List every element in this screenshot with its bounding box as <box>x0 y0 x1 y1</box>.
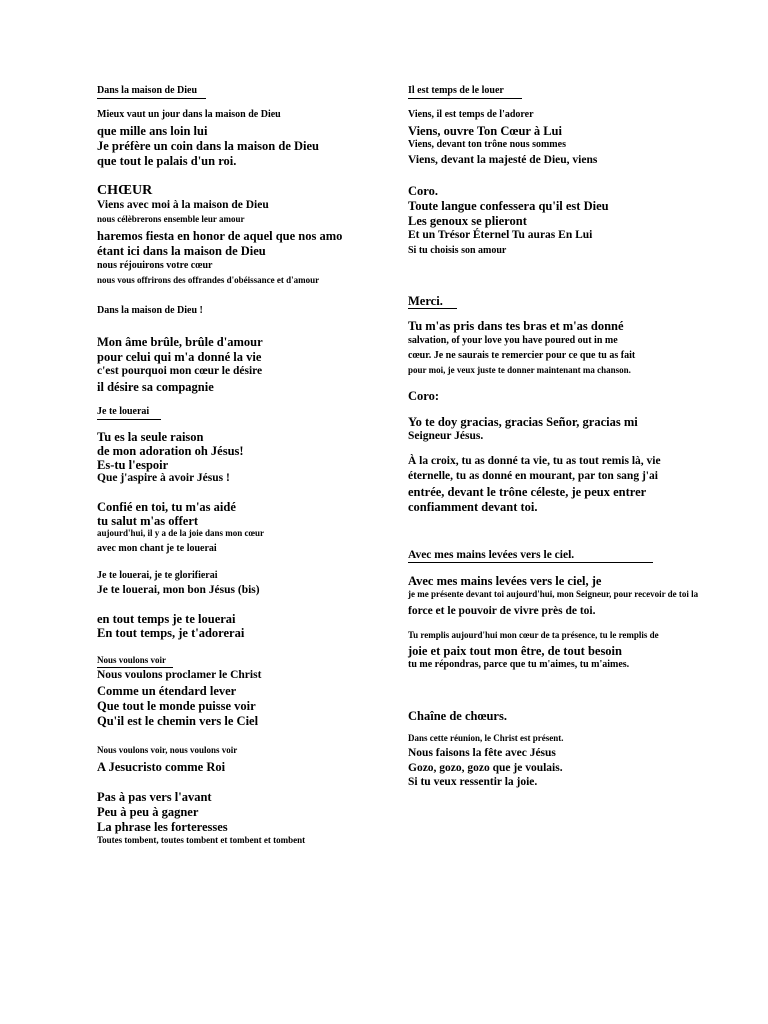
section-title-mains-levees: Avec mes mains levées vers le ciel. <box>408 549 575 561</box>
lyric-line: je me présente devant toi aujourd'hui, mon Seigneur, pour recevoir de toi la <box>408 589 699 599</box>
lyric-line: Que tout le monde puisse voir <box>97 699 256 713</box>
section-title-choeur: CHŒUR <box>97 183 153 198</box>
lyric-line: Coro. <box>408 184 438 198</box>
lyric-line: Viens, il est temps de l'adorer <box>408 109 534 120</box>
lyric-line: Viens, ouvre Ton Cœur à Lui <box>408 124 562 138</box>
lyric-line: confiamment devant toi. <box>408 500 538 514</box>
lyric-line: éternelle, tu as donné en mourant, par ton sang j'ai <box>408 470 658 482</box>
lyric-line: Peu à peu à gagner <box>97 805 199 819</box>
lyric-line: Pas à pas vers l'avant <box>97 790 212 804</box>
title-underline <box>97 419 161 420</box>
lyric-line: À la croix, tu as donné ta vie, tu as tout remis là, vie <box>408 455 661 467</box>
lyric-line: salvation, of your love you have poured out in me <box>408 335 618 346</box>
title-underline <box>408 562 653 563</box>
lyric-line: Gozo, gozo, gozo que je voulais. <box>408 762 563 774</box>
lyric-line: force et le pouvoir de vivre près de toi. <box>408 605 596 617</box>
lyric-line: pour celui qui m'a donné la vie <box>97 350 262 364</box>
lyric-line: tu salut m'as offert <box>97 514 199 528</box>
lyric-line: Yo te doy gracias, gracias Señor, gracias mi <box>408 415 638 429</box>
lyric-line: que tout le palais d'un roi. <box>97 154 237 168</box>
lyric-line: que mille ans loin lui <box>97 124 208 138</box>
lyric-line: haremos fiesta en honor de aquel que nos amo <box>97 229 343 243</box>
lyric-line: Es-tu l'espoir <box>97 458 169 472</box>
lyric-line: Je te louerai, mon bon Jésus (bis) <box>97 584 260 596</box>
lyric-line: Nous voulons voir, nous voulons voir <box>97 745 238 755</box>
lyric-line: La phrase les forteresses <box>97 820 228 834</box>
lyric-line: Comme un étendard lever <box>97 684 237 698</box>
lyric-line: nous vous offrirons des offrandes d'obéissance et d'amour <box>97 275 320 285</box>
lyric-line: nous réjouirons votre cœur <box>97 260 213 271</box>
lyric-line: avec mon chant je te louerai <box>97 543 217 554</box>
lyric-line: Mieux vaut un jour dans la maison de Dieu <box>97 109 281 120</box>
lyric-line: Tu es la seule raison <box>97 430 204 444</box>
lyric-line: Viens, devant ton trône nous sommes <box>408 139 566 150</box>
lyric-line: Viens, devant la majesté de Dieu, viens <box>408 154 598 166</box>
lyric-line: de mon adoration oh Jésus! <box>97 444 244 458</box>
lyric-line: c'est pourquoi mon cœur le désire <box>97 365 263 377</box>
lyric-line: entrée, devant le trône céleste, je peux entrer <box>408 485 647 499</box>
section-title-il-est-temps: Il est temps de le louer <box>408 85 504 96</box>
lyric-line: Confié en toi, tu m'as aidé <box>97 500 236 514</box>
lyric-line: Seigneur Jésus. <box>408 430 484 442</box>
lyric-line: En tout temps, je t'adorerai <box>97 626 245 640</box>
lyric-line: il désire sa compagnie <box>97 380 214 394</box>
section-title-je-te-louerai: Je te louerai <box>97 406 150 417</box>
lyric-line: Mon âme brûle, brûle d'amour <box>97 335 263 349</box>
lyric-line: Toutes tombent, toutes tombent et tombent et tombent <box>97 835 306 845</box>
lyric-line: pour moi, je veux juste te donner maintenant ma chanson. <box>408 365 631 375</box>
lyric-line: joie et paix tout mon être, de tout besoin <box>408 644 622 658</box>
lyric-line: A Jesucristo comme Roi <box>97 760 226 774</box>
lyric-line: nous célèbrerons ensemble leur amour <box>97 214 245 224</box>
lyric-line: Tu m'as pris dans tes bras et m'as donné <box>408 319 624 333</box>
lyric-line: Que j'aspire à avoir Jésus ! <box>97 472 230 484</box>
title-underline <box>97 667 173 668</box>
lyric-line: cœur. Je ne saurais te remercier pour ce que tu as fait <box>408 350 636 361</box>
title-underline <box>408 98 522 99</box>
lyric-line: en tout temps je te louerai <box>97 612 236 626</box>
lyric-line: Les genoux se plieront <box>408 214 527 228</box>
lyric-line: Avec mes mains levées vers le ciel, je <box>408 574 602 588</box>
lyric-line: aujourd'hui, il y a de la joie dans mon cœur <box>97 528 265 538</box>
lyric-line: Nous faisons la fête avec Jésus <box>408 747 556 759</box>
section-title-chaine-de-choeurs: Chaîne de chœurs. <box>408 709 507 723</box>
lyric-line: Si tu choisis son amour <box>408 245 507 256</box>
lyric-line: Nous voulons proclamer le Christ <box>97 669 262 681</box>
lyric-line: Je te louerai, je te glorifierai <box>97 570 218 581</box>
section-title-nous-voulons-voir: Nous voulons voir <box>97 655 167 665</box>
lyric-line: Dans cette réunion, le Christ est présent. <box>408 733 564 743</box>
lyric-line: Qu'il est le chemin vers le Ciel <box>97 714 259 728</box>
lyric-line: Tu remplis aujourd'hui mon cœur de ta présence, tu le remplis de <box>408 630 659 640</box>
lyric-line: Viens avec moi à la maison de Dieu <box>97 199 269 211</box>
lyric-line: Et un Trésor Éternel Tu auras En Lui <box>408 229 593 241</box>
lyric-line: Toute langue confessera qu'il est Dieu <box>408 199 609 213</box>
lyric-line: tu me répondras, parce que tu m'aimes, tu m'aimes. <box>408 659 630 670</box>
title-underline <box>408 308 457 309</box>
lyric-line: Coro: <box>408 389 440 403</box>
section-title-maison-de-dieu: Dans la maison de Dieu <box>97 85 198 96</box>
title-underline <box>97 98 206 99</box>
lyric-line: Je préfère un coin dans la maison de Dieu <box>97 139 319 153</box>
lyric-line: étant ici dans la maison de Dieu <box>97 244 266 258</box>
lyric-line: Si tu veux ressentir la joie. <box>408 776 538 788</box>
section-title-merci: Merci. <box>408 294 443 308</box>
lyric-line: Dans la maison de Dieu ! <box>97 305 203 316</box>
